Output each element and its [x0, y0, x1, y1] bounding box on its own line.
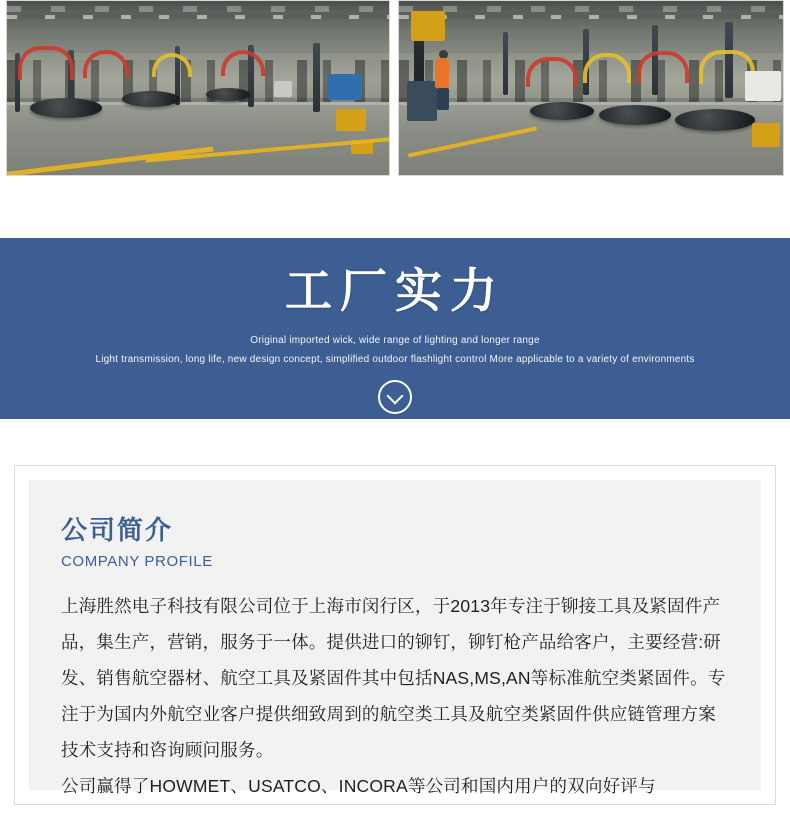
profile-subtitle: COMPANY PROFILE: [61, 553, 213, 570]
factory-strength-banner: [0, 238, 790, 419]
factory-photo-left: [6, 0, 390, 176]
banner-subtitle-2: Light transmission, long life, new design concept, simplified outdoor flashlight control More applicable to a variety of environments: [95, 353, 695, 365]
banner-title: 工厂实力: [285, 264, 505, 317]
profile-body: [61, 588, 733, 804]
profile-title: 公司简介: [61, 515, 174, 545]
banner-subtitle-1: Original imported wick, wide range of lighting and longer range: [250, 334, 540, 346]
chevron-down-circle-icon[interactable]: [378, 380, 412, 414]
company-profile-card: [14, 465, 776, 805]
profile-paragraph: 公司赢得了HOWMET、USATCO、INCORA等公司和国内用户的双向好评与: [61, 776, 656, 796]
factory-scene-left: [7, 1, 389, 175]
company-profile-inner: [29, 480, 761, 796]
factory-photo-right: [398, 0, 784, 176]
profile-paragraph: 上海胜然电子科技有限公司位于上海市闵行区，于2013年专注于铆接工具及紧固件产品，集生产，营销，服务于一体。提供进口的铆钉，铆钉枪产品给客户，主要经营:研发、销售航空器材、航空工具及紧固件其中包括NAS,MS,AN等标准航空类紧固件。专注于为国内外航空业客户提供细致周到的航空类工具及航空类紧固件供应链管理方案技术支持和咨询顾问服务。: [61, 596, 726, 760]
factory-photo-strip: [0, 0, 790, 176]
factory-scene-right: [399, 1, 783, 175]
